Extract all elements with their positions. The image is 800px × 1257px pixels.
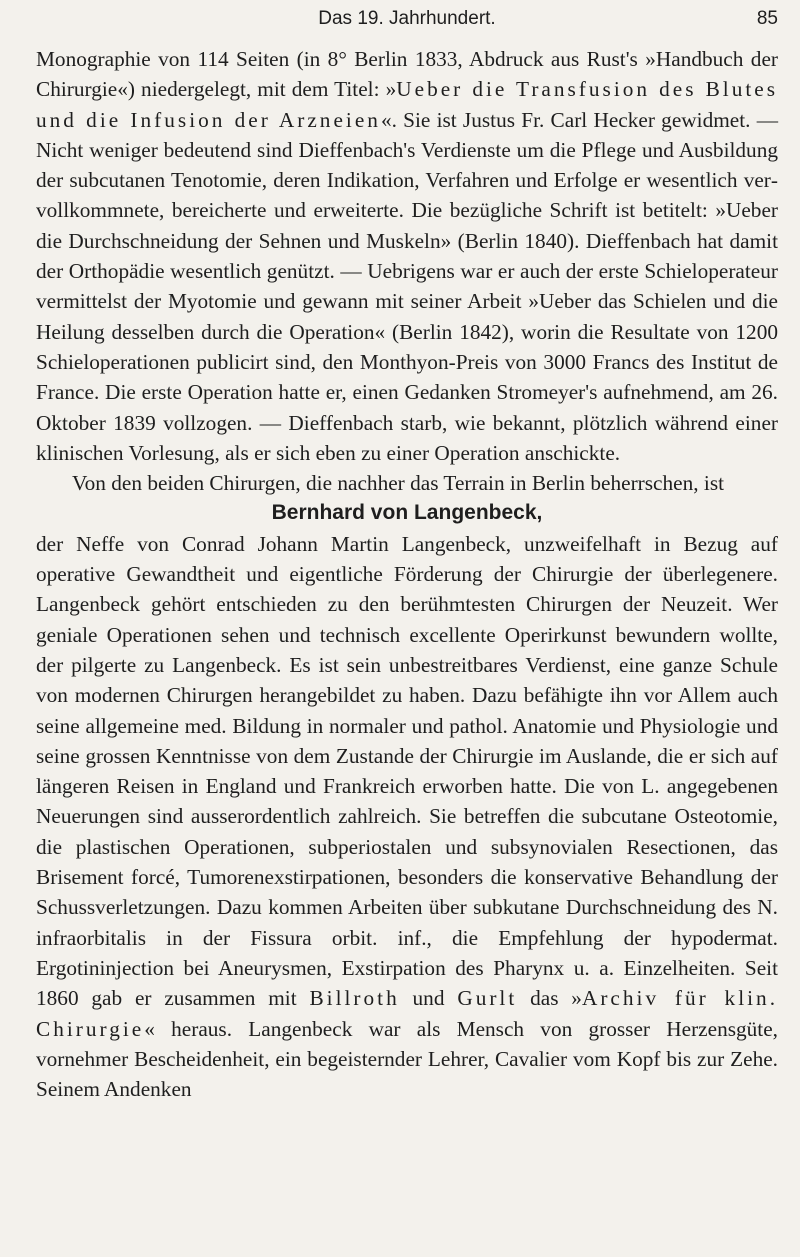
text-segment: der Neffe von Conrad Johann Martin Langenbeck, unzweifelhaft in Bezug auf operative Gewandtheit und eigentliche Förderung der Chirurgie der überlegenere. Langenbeck gehört entschieden zu den berühmtesten Chirurgen der Neuzeit. Wer geniale Operationen sehen und technisch excellente Operirkunst bewundern wollte, der pilgerte zu Langenbeck. Es ist sein unbestreitbares Verdienst, eine ganze Schule von modernen Chirurgen herangebildet zu haben. Dazu befähigte ihn vor Allem auch seine allgemeine med. Bildung in normaler und pathol. Anatomie und Physiologie und seine grossen Kenntnisse von dem Zustande der Chirurgie im Auslande, die er sich auf längeren Reisen in England und Frankreich erworben hatte. Die von L. angegebenen Neuerungen sind ausserordentlich zahlreich. Sie betreffen die subcutane Osteotomie, die plastischen Operationen, subperiostalen und subsynovialen Resectionen, das Brisement forcé, Tumorenexstirpationen, besonders die konservative Behandlung der Schussverletzungen. Dazu kommen Arbeiten über subkutane Durchschneidung des N. infraorbitalis in der Fissura orbit. inf., die Empfehlung der hypodermat. Ergotininjection bei Aneurysmen, Exstirpation des Pharynx u. a. Einzelheiten. Seit 1860 gab er zusammen mit bbox=[36, 531, 778, 1011]
running-head bbox=[36, 4, 778, 44]
text-segment: und bbox=[399, 986, 458, 1011]
paragraph-2 bbox=[36, 468, 778, 498]
text-segment: Von den beiden Chirurgen, die nachher das Terrain in Berlin beherrschen, ist bbox=[72, 471, 725, 496]
spaced-title-text: Ueber die Transfusion des Blutes und die Infusion der Arzneien bbox=[36, 77, 778, 132]
text-segment: das » bbox=[517, 986, 582, 1011]
paragraph-3 bbox=[36, 529, 778, 1105]
page-number: 85 bbox=[756, 8, 778, 29]
text-segment: «. Sie ist Justus Fr. Carl Hecker gewidmet. — Nicht weniger bedeutend sind Dieffenbach's Verdienste um die Pflege und Ausbildung der subcutanen Tenotomie, deren Indikation, Verfahren und Erfolge er wesentlich vervollkommnete, bereicherte und erweiterte. Die bezügliche Schrift ist betitelt: »Ueber die Durchschneidung der Sehnen und Muskeln» (Berlin 1840). Dieffenbach hat damit der Orthopädie wesentlich genützt. — Uebrigens war er auch der erste Schieloperateur vermittelst der Myotomie und gewann mit seiner Arbeit »Ueber das Schielen und die Heilung desselben durch die Operation« (Berlin 1842), worin die Resultate von 1200 Schieloperationen publicirt sind, den Monthyon-Preis von 3000 Francs des Institut de France. Die erste Operation hatte er, einen Gedanken Stromeyer's aufnehmend, am 26. Oktober 1839 vollzogen. — Dieffenbach starb, wie bekannt, plötzlich während einer klinischen Vorlesung, als er sich eben zu einer Operation anschickte. bbox=[36, 107, 778, 465]
text-segment: Monographie von 114 Seiten (in 8° Berlin 1833, Abdruck aus Rust's »Handbuch der Chirurgie«) niedergelegt, mit dem Titel: » bbox=[36, 47, 778, 102]
spaced-name-gurlt: Gurlt bbox=[457, 986, 518, 1011]
spaced-name-billroth: Billroth bbox=[309, 986, 400, 1011]
body-text bbox=[36, 44, 778, 1104]
paragraph-1 bbox=[36, 44, 778, 468]
text-segment: « heraus. Langenbeck war als Mensch von grosser Herzensgüte, vornehmer Bescheidenheit, ein begeisternder Lehrer, Cavalier vom Kopf bis zur Zehe. Seinem Andenken bbox=[36, 1016, 778, 1102]
running-head-title: Das 19. Jahrhundert. bbox=[318, 8, 496, 29]
section-heading: Bernhard von Langenbeck, bbox=[271, 501, 543, 525]
spaced-journal-title: Archiv für klin. Chirurgie bbox=[36, 986, 779, 1041]
